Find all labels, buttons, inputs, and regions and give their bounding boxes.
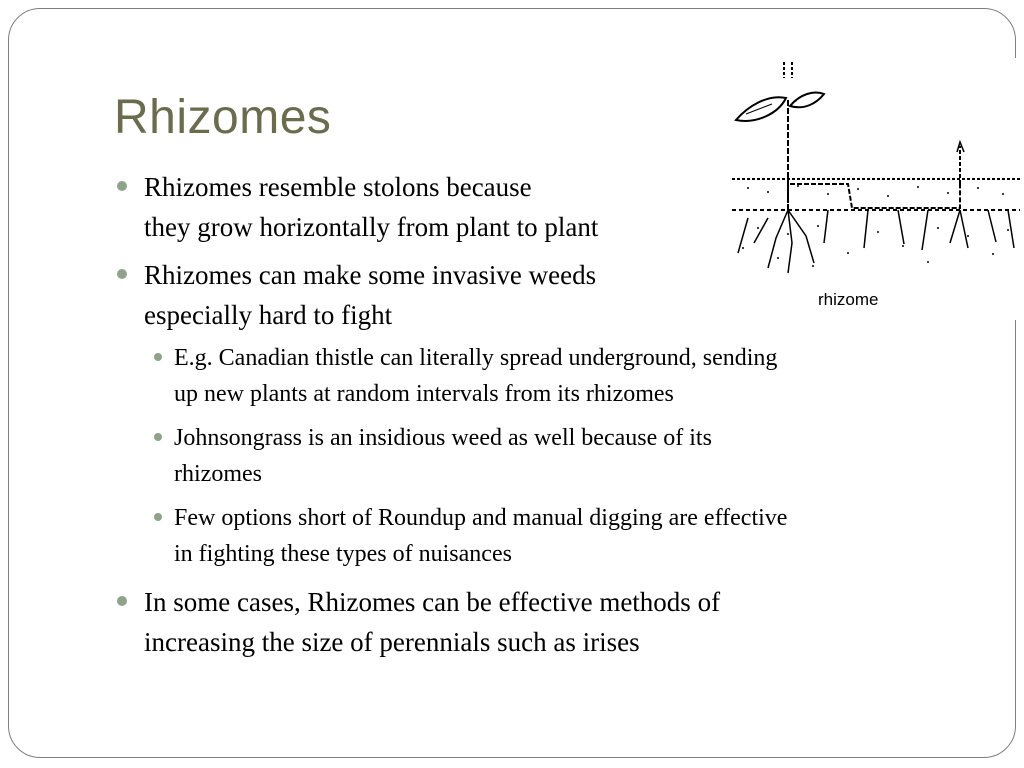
bullet-line: Rhizomes can make some invasive weeds [144, 260, 597, 290]
slide-title: Rhizomes [114, 91, 332, 144]
rhizome-illustration [728, 58, 1024, 320]
bullet-dot [117, 596, 127, 606]
bullet-line: E.g. Canadian thistle can literally spread underground, sending [174, 345, 778, 371]
bullet-item [144, 167, 598, 247]
sub-bullet-item [174, 420, 712, 492]
bullet-line: Rhizomes resemble stolons because [144, 172, 532, 202]
bullet-dot [154, 513, 162, 521]
bullet-item [144, 582, 720, 662]
bullet-item [144, 255, 596, 335]
bullet-line: they grow horizontally from plant to plant [144, 212, 599, 242]
bullet-dot [117, 181, 127, 191]
soil-texture [742, 185, 1009, 267]
bullet-line: rhizomes [174, 461, 262, 487]
bullet-line: In some cases, Rhizomes can be effective methods of [144, 587, 721, 617]
bullet-line: especially hard to fight [144, 300, 393, 330]
bullet-dot [154, 433, 162, 441]
bullet-line: Few options short of Roundup and manual digging are effective [174, 505, 788, 531]
sub-bullet-item [174, 340, 777, 412]
bullet-line: increasing the size of perennials such as irises [144, 627, 640, 657]
roots [738, 210, 1014, 273]
sub-bullet-item [174, 500, 787, 572]
bullet-line: in fighting these types of nuisances [174, 541, 512, 567]
bullet-line: up new plants at random intervals from its rhizomes [174, 381, 674, 407]
bullet-dot [117, 269, 127, 279]
figure-caption: rhizome [818, 290, 879, 309]
rhizome-drawing [728, 58, 1024, 320]
bullet-line: Johnsongrass is an insidious weed as well because of its [174, 425, 712, 451]
bullet-dot [154, 353, 162, 361]
